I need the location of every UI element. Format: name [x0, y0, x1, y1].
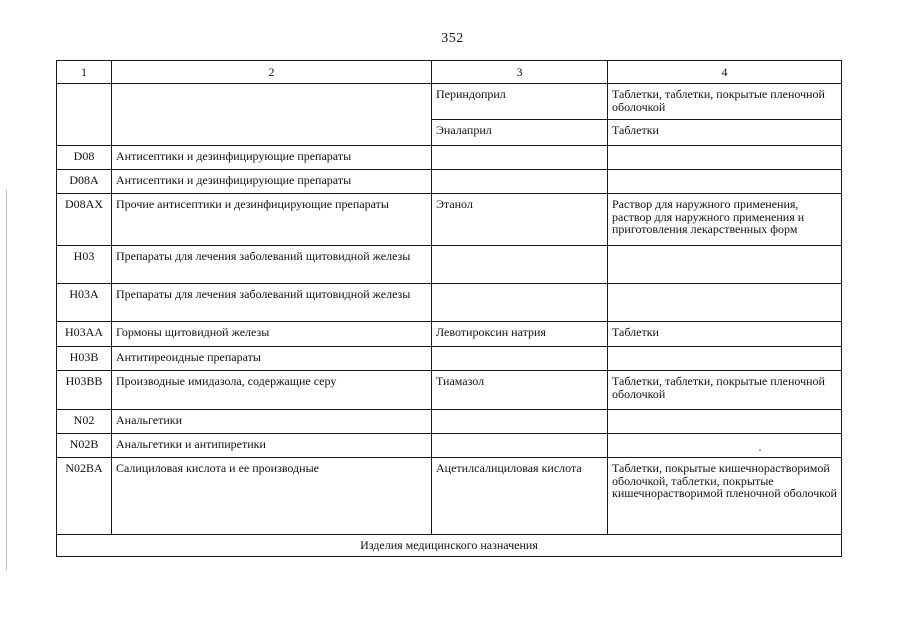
substance-cell [432, 347, 608, 371]
code-cell: N02BA [57, 458, 112, 535]
table-row [57, 434, 842, 458]
dosage-form-cell: Таблетки [608, 120, 842, 146]
dosage-form-cell [608, 246, 842, 284]
code-cell: H03B [57, 347, 112, 371]
code-cell: H03BB [57, 371, 112, 410]
table-row [57, 170, 842, 194]
code-cell: D08AX [57, 194, 112, 246]
table-row [57, 410, 842, 434]
code-cell [57, 84, 112, 146]
substance-cell [432, 434, 608, 458]
substance-cell [432, 284, 608, 322]
dosage-form-cell [608, 434, 842, 458]
group-name-cell: Препараты для лечения заболеваний щитовидной железы [112, 246, 432, 284]
dosage-form-cell [608, 347, 842, 371]
group-name-cell: Антисептики и дезинфицирующие препараты [112, 170, 432, 194]
section-title: Изделия медицинского назначения [57, 535, 842, 557]
substance-cell: Этанол [432, 194, 608, 246]
dosage-form-cell: Раствор для наружного применения, раствор для наружного применения и приготовления лекарственных форм [608, 194, 842, 246]
dosage-form-cell: Таблетки, таблетки, покрытые пленочной оболочкой [608, 371, 842, 410]
substance-cell: Левотироксин натрия [432, 322, 608, 347]
group-name-cell [112, 84, 432, 146]
substance-cell [432, 170, 608, 194]
table-row [57, 322, 842, 347]
code-cell: H03A [57, 284, 112, 322]
substance-cell [432, 410, 608, 434]
table-row [57, 347, 842, 371]
medication-table [56, 60, 842, 557]
dosage-form-cell: Таблетки, покрытые кишечнорастворимой оболочкой, таблетки, покрытые кишечнорастворимой пленочной оболочкой [608, 458, 842, 535]
dosage-form-cell: Таблетки [608, 322, 842, 347]
substance-cell [432, 146, 608, 170]
column-header-4: 4 [608, 61, 842, 84]
code-cell: N02B [57, 434, 112, 458]
page-number: 352 [441, 31, 464, 46]
table-header-row [57, 61, 842, 84]
substance-cell: Тиамазол [432, 371, 608, 410]
code-cell: H03 [57, 246, 112, 284]
dosage-form-cell [608, 146, 842, 170]
group-name-cell: Прочие антисептики и дезинфицирующие препараты [112, 194, 432, 246]
group-name-cell: Гормоны щитовидной железы [112, 322, 432, 347]
column-header-1: 1 [57, 61, 112, 84]
code-cell: D08A [57, 170, 112, 194]
group-name-cell: Салициловая кислота и ее производные [112, 458, 432, 535]
table-row [57, 284, 842, 322]
group-name-cell: Анальгетики и антипиретики [112, 434, 432, 458]
group-name-cell: Препараты для лечения заболеваний щитовидной железы [112, 284, 432, 322]
section-row [57, 535, 842, 557]
code-cell: H03AA [57, 322, 112, 347]
column-header-3: 3 [432, 61, 608, 84]
substance-cell: Ацетилсалициловая кислота [432, 458, 608, 535]
substance-cell: Эналаприл [432, 120, 608, 146]
table-row [57, 458, 842, 535]
scan-edge-line [6, 190, 7, 570]
group-name-cell: Анальгетики [112, 410, 432, 434]
code-cell: N02 [57, 410, 112, 434]
dosage-form-cell [608, 410, 842, 434]
table-row [57, 371, 842, 410]
table-row [57, 246, 842, 284]
table-row [57, 194, 842, 246]
code-cell: D08 [57, 146, 112, 170]
dosage-form-cell [608, 170, 842, 194]
substance-cell: Периндоприл [432, 84, 608, 120]
group-name-cell: Антисептики и дезинфицирующие препараты [112, 146, 432, 170]
dosage-form-cell [608, 284, 842, 322]
column-header-2: 2 [112, 61, 432, 84]
group-name-cell: Антитиреоидные препараты [112, 347, 432, 371]
table-row [57, 84, 842, 120]
substance-cell [432, 246, 608, 284]
group-name-cell: Производные имидазола, содержащие серу [112, 371, 432, 410]
dosage-form-cell: Таблетки, таблетки, покрытые пленочной оболочкой [608, 84, 842, 120]
table-row [57, 146, 842, 170]
